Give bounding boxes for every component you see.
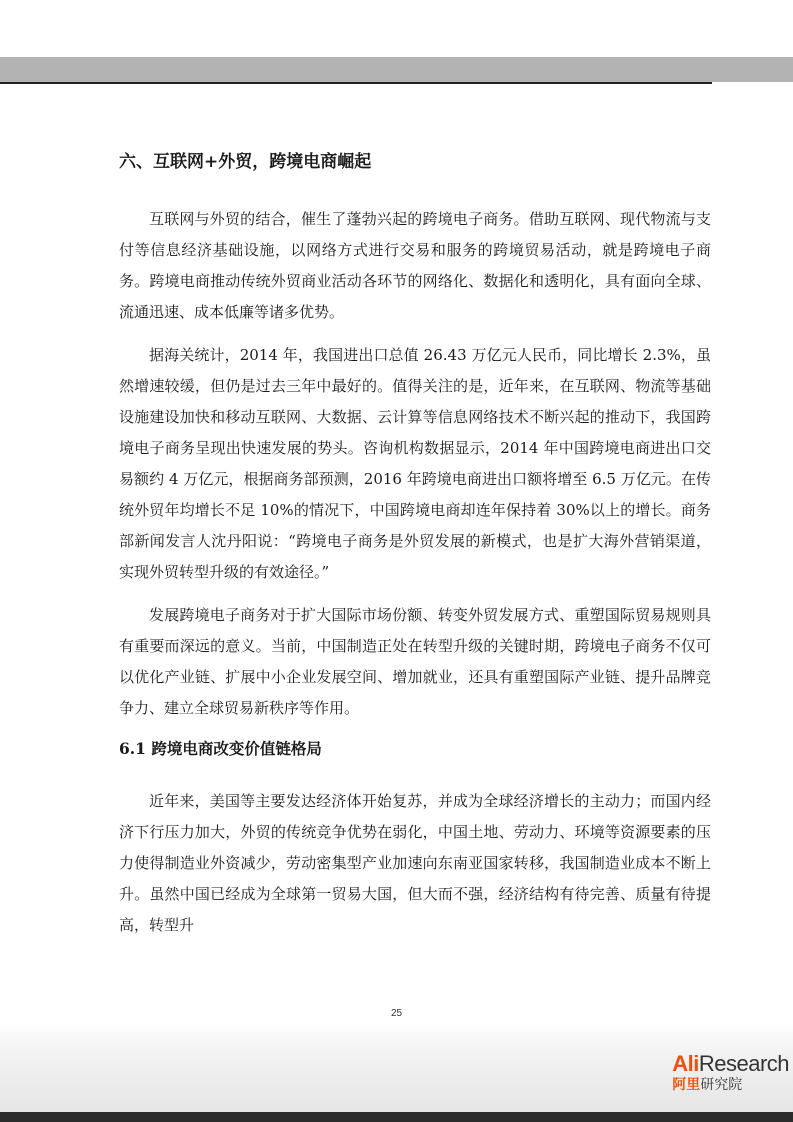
section-title: 六、互联网+外贸，跨境电商崛起 <box>119 152 372 172</box>
paragraph: 近年来，美国等主要发达经济体开始复苏，并成为全球经济增长的主动力；而国内经济下行压力加大，外贸的传统竞争优势在弱化，中国土地、劳动力、环境等资源要素的压力使得制造业外资减少，劳动密集型产业加速向东南亚国家转移，我国制造业成本不断上升。虽然中国已经成为全球第一贸易大国，但大而不强，经济结构有待完善、质量有待提高，转型升 <box>119 792 711 934</box>
logo-research-text: Research <box>698 1051 789 1076</box>
paragraph: 发展跨境电子商务对于扩大国际市场份额、转变外贸发展方式、重塑国际贸易规则具有重要而深远的意义。当前，中国制造正处在转型升级的关键时期，跨境电子商务不仅可以优化产业链、扩展中小企业发展空间、增加就业，还具有重塑国际产业链、提升品牌竞争力、建立全球贸易新秩序等作用。 <box>119 606 711 717</box>
logo-cn-institute: 研究院 <box>700 1076 743 1092</box>
paragraph: 据海关统计，2014 年，我国进出口总值 26.43 万亿元人民币，同比增长 2.3%，虽然增速较缓，但仍是过去三年中最好的。值得关注的是，近年来，在互联网、物流等基础设施建设加快和移动互联网、大数据、云计算等信息网络技术不断兴起的推动下，我国跨境电子商务呈现出快速发展的势头。咨询机构数据显示，2014 年中国跨境电商进出口交易额约 4 万亿元，根据商务部预测，2016 年跨境电商进出口额将增至 6.5 万亿元。在传统外贸年均增长不足 10%的情况下，中国跨境电商却连年保持着 30%以上的增长。商务部新闻发言人沈丹阳说：“跨境电子商务是外贸发展的新模式，也是扩大海外营销渠道，实现外贸转型升级的有效途径。” <box>119 346 711 581</box>
aliresearch-logo <box>672 1053 789 1092</box>
footer-bar <box>0 1112 793 1122</box>
header-band <box>0 57 793 82</box>
header-rule <box>0 82 712 84</box>
logo-ali-text: Ali <box>672 1051 699 1076</box>
paragraph: 互联网与外贸的结合，催生了蓬勃兴起的跨境电子商务。借助互联网、现代物流与支付等信息经济基础设施，以网络方式进行交易和服务的跨境贸易活动，就是跨境电子商务。跨境电商推动传统外贸商业活动各环节的网络化、数据化和透明化，具有面向全球、流通迅速、成本低廉等诸多优势。 <box>119 210 711 321</box>
subsection-title: 6.1 跨境电商改变价值链格局 <box>119 739 322 758</box>
page-body <box>119 148 711 941</box>
logo-cn-brand: 阿里 <box>672 1076 701 1092</box>
page-number: 25 <box>390 1008 403 1019</box>
